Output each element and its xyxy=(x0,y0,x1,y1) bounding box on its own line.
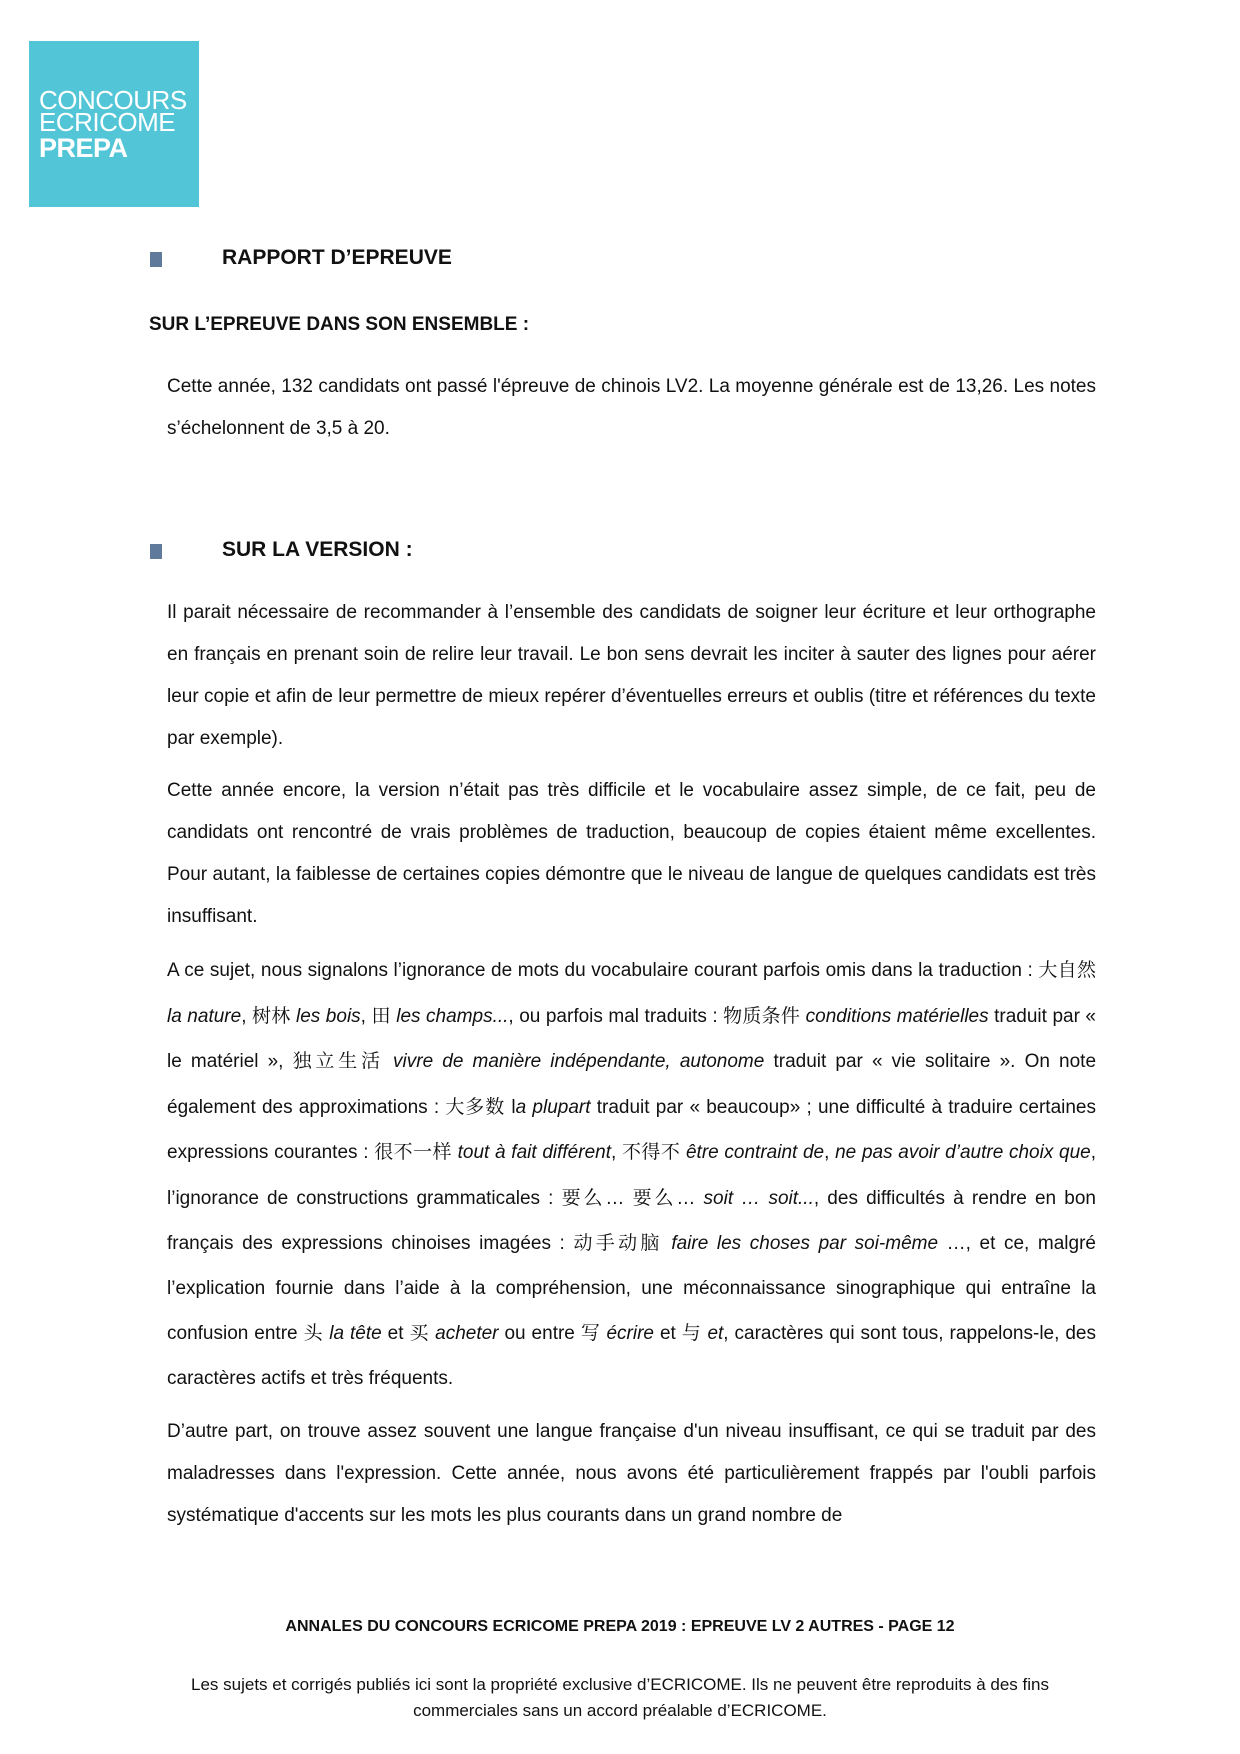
text-run: ou entre xyxy=(498,1323,581,1344)
italic-translation: a plupart xyxy=(515,1096,591,1118)
chinese-term: 不得不 xyxy=(621,1141,681,1163)
paragraph-version-2: Cette année encore, la version n’était pas très difficile et le vocabulaire assez simple, de ce fait, peu de candidats ont rencontré de vrais problèmes de traduction, beaucoup de copies étaient même excellentes. Pour autant, la faiblesse de certaines copies démontre que le niveau de langue de quelques candidats est très insuffisant. xyxy=(167,780,1096,927)
chinese-term: 要么 xyxy=(632,1186,677,1209)
italic-translation: les champs... xyxy=(396,1005,509,1027)
text-run: , xyxy=(611,1142,622,1163)
version-body xyxy=(167,592,1096,1547)
text-run: , l’ignorance de constructions grammaticales : xyxy=(167,1142,1096,1209)
chinese-term: 很不一样 xyxy=(374,1141,452,1163)
subheading-ensemble: SUR L’EPREUVE DANS SON ENSEMBLE : xyxy=(149,314,530,335)
italic-translation: conditions matérielles xyxy=(805,1005,989,1027)
text-run: , ou parfois mal traduits : xyxy=(508,1005,724,1027)
section-heading-version: SUR LA VERSION : xyxy=(222,538,413,561)
italic-translation: ne pas avoir d’autre choix que xyxy=(835,1142,1091,1163)
chinese-term: 田 xyxy=(371,1004,391,1027)
text-run: A ce sujet, nous signalons l’ignorance de mots du vocabulaire courant parfois omis dans la traduction : xyxy=(167,960,1039,981)
text-run: traduit par « le matériel », xyxy=(167,1005,1096,1072)
text-run: , xyxy=(360,1005,372,1027)
logo-line-concours: CONCOURS xyxy=(39,85,187,115)
chinese-term: 物质条件 xyxy=(723,1004,801,1027)
chinese-term: 树林 xyxy=(251,1004,291,1027)
italic-translation: faire les choses par soi-même xyxy=(671,1233,939,1254)
chinese-term: 头 xyxy=(303,1322,324,1344)
section-bullet-icon xyxy=(150,252,162,267)
chinese-term: 大多数 xyxy=(445,1095,506,1118)
italic-translation: écrire xyxy=(606,1323,654,1344)
footer-notice: Les sujets et corrigés publiés ici sont la propriété exclusive d’ECRICOME. Ils ne peuvent être reproduits à des fins commerciales sans un accord préalable d’ECRICOME. xyxy=(191,1675,1049,1720)
footer-title: ANNALES DU CONCOURS ECRICOME PREPA 2019 : EPREUVE LV 2 AUTRES - PAGE 12 xyxy=(285,1618,955,1635)
text-run: … xyxy=(605,1187,633,1209)
chinese-term: 要么 xyxy=(561,1186,606,1209)
italic-translation: et xyxy=(707,1323,724,1344)
chinese-term: 买 xyxy=(409,1322,430,1344)
text-run: , caractères qui sont tous, rappelons-le, des caractères actifs et très fréquents. xyxy=(167,1323,1096,1389)
text-run: et xyxy=(381,1323,410,1344)
chinese-term: 与 xyxy=(681,1322,702,1344)
logo-line-prepa: PREPA xyxy=(39,133,128,163)
paragraph-ensemble-text: Cette année, 132 candidats ont passé l'épreuve de chinois LV2. La moyenne générale est de 13,26. Les notes s’échelonnent de 3,5 à 20. xyxy=(167,376,1096,439)
paragraph-version-3 xyxy=(167,948,1096,1401)
italic-translation: tout à fait différent xyxy=(457,1142,611,1163)
text-run: et xyxy=(654,1323,682,1344)
italic-translation: soit … soit... xyxy=(703,1187,814,1209)
text-run: traduit par « vie solitaire ». On note également des approximations : xyxy=(167,1051,1097,1118)
text-run: …, et ce, malgré l’explication fournie dans l’aide à la compréhension, une méconnaissance sinographique qui entraîne la confusion entre xyxy=(167,1233,1096,1344)
italic-translation: les bois xyxy=(296,1005,361,1027)
text-run xyxy=(384,1051,393,1072)
section-heading-rapport: RAPPORT D’EPREUVE xyxy=(222,246,452,269)
italic-translation: la tête xyxy=(329,1323,382,1344)
italic-translation: être contraint de xyxy=(685,1142,825,1163)
text-run: , des difficultés à rendre en bon français des expressions chinoises imagées : xyxy=(167,1187,1096,1254)
text-run: , xyxy=(824,1142,836,1163)
italic-translation: acheter xyxy=(435,1323,499,1344)
text-run: l xyxy=(505,1096,516,1118)
text-run: , xyxy=(241,1005,252,1027)
paragraph-version-1: Il parait nécessaire de recommander à l’ensemble des candidats de soigner leur écriture et leur orthographe en français en prenant soin de relire leur travail. Le bon sens devrait les inciter à sauter des lignes pour aérer leur copie et afin de leur permettre de mieux repérer d’éventuelles erreurs et oublis (titre et références du texte par exemple). xyxy=(167,602,1096,749)
paragraph-version-4: D’autre part, on trouve assez souvent une langue française d'un niveau insuffisant, ce qui se traduit par des maladresses dans l'expression. Cette année, nous avons été particulièrement frappés par l'oubli parfois systématique d'accents sur les mots les plus courants dans un grand nombre de xyxy=(167,1421,1096,1526)
chinese-term: 大自然 xyxy=(1038,959,1096,981)
italic-translation: la nature xyxy=(167,1005,242,1027)
chinese-term: 动手动脑 xyxy=(573,1232,663,1254)
chinese-term: 写 xyxy=(580,1322,601,1344)
section-bullet-icon xyxy=(150,544,162,559)
italic-translation: vivre de manière indépendante, autonome xyxy=(393,1051,765,1072)
ecricome-logo xyxy=(29,41,199,207)
chinese-term: 独立生活 xyxy=(292,1050,384,1072)
paragraph-ensemble xyxy=(167,366,1096,460)
logo-line-ecricome: ECRICOME xyxy=(39,107,176,137)
text-run: traduit par « beaucoup» ; une difficulté à traduire certaines expressions courantes : xyxy=(167,1096,1097,1163)
text-run: … xyxy=(676,1187,704,1209)
